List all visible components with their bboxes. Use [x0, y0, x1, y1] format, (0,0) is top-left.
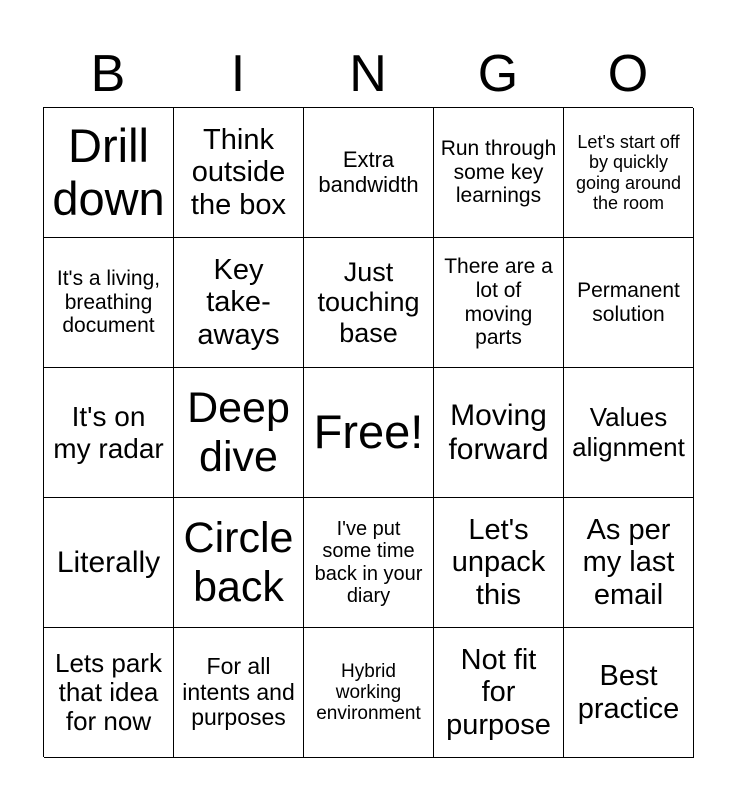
header-letter-o: O: [607, 45, 649, 103]
cell-text: Let's unpack this: [451, 513, 546, 611]
header-letter-i: I: [230, 45, 246, 103]
bingo-cell[interactable]: [564, 368, 694, 498]
cell-text: There are a lot of moving parts: [444, 255, 553, 350]
bingo-cell[interactable]: [434, 108, 564, 238]
bingo-cell[interactable]: [434, 628, 564, 758]
bingo-cell[interactable]: [564, 238, 694, 368]
bingo-cell[interactable]: [564, 108, 694, 238]
cell-text: For all intents and purposes: [182, 652, 295, 731]
bingo-cell[interactable]: [304, 498, 434, 628]
cell-text: I've put some time back in your diary: [314, 517, 423, 607]
bingo-cell[interactable]: [174, 628, 304, 758]
header-letter-n: N: [349, 45, 387, 103]
cell-text: It's on my radar: [53, 401, 164, 464]
bingo-cell[interactable]: [434, 238, 564, 368]
cell-text: Not fit for purpose: [446, 643, 551, 741]
cell-text: Circle back: [183, 514, 294, 611]
bingo-cell[interactable]: [44, 498, 174, 628]
free-space-text: Free!: [313, 405, 424, 459]
cell-text: Deep dive: [187, 384, 290, 481]
cell-text: Key take-aways: [197, 253, 280, 351]
cell-text: Hybrid working environment: [316, 660, 421, 725]
cell-text: Drill down: [52, 118, 165, 225]
cell-text: Best practice: [577, 660, 680, 725]
bingo-cell[interactable]: [44, 368, 174, 498]
cell-text: Moving forward: [448, 398, 549, 466]
free-space-cell[interactable]: [304, 368, 434, 498]
cell-text: Permanent solution: [577, 278, 680, 326]
cell-text: Think outside the box: [190, 123, 287, 221]
bingo-cell[interactable]: [174, 368, 304, 498]
cell-text: Literally: [56, 545, 161, 579]
bingo-cell[interactable]: [174, 108, 304, 238]
bingo-cell[interactable]: [174, 238, 304, 368]
cell-text: Let's start off by quickly going around the room: [575, 132, 682, 213]
bingo-cell[interactable]: [304, 628, 434, 758]
bingo-cell[interactable]: [44, 108, 174, 238]
bingo-cell[interactable]: [434, 368, 564, 498]
bingo-cell[interactable]: [174, 498, 304, 628]
header-letter-g: G: [477, 45, 519, 103]
cell-text: Lets park that idea for now: [55, 647, 162, 737]
cell-text: It's a living, breathing document: [56, 267, 161, 338]
bingo-cell[interactable]: [434, 498, 564, 628]
cell-text: Run through some key learnings: [440, 137, 557, 208]
header-letter-b: B: [90, 45, 126, 103]
bingo-cell[interactable]: [564, 628, 694, 758]
bingo-cell[interactable]: [564, 498, 694, 628]
cell-text: Values alignment: [572, 402, 685, 462]
bingo-cell[interactable]: [304, 238, 434, 368]
cell-text: As per my last email: [582, 513, 675, 611]
cell-text: Extra bandwidth: [318, 146, 419, 197]
bingo-board: [43, 107, 693, 757]
bingo-cell[interactable]: [304, 108, 434, 238]
bingo-cell[interactable]: [44, 238, 174, 368]
bingo-cell[interactable]: [44, 628, 174, 758]
cell-text: Just touching base: [317, 257, 420, 348]
bingo-header: [43, 40, 693, 108]
